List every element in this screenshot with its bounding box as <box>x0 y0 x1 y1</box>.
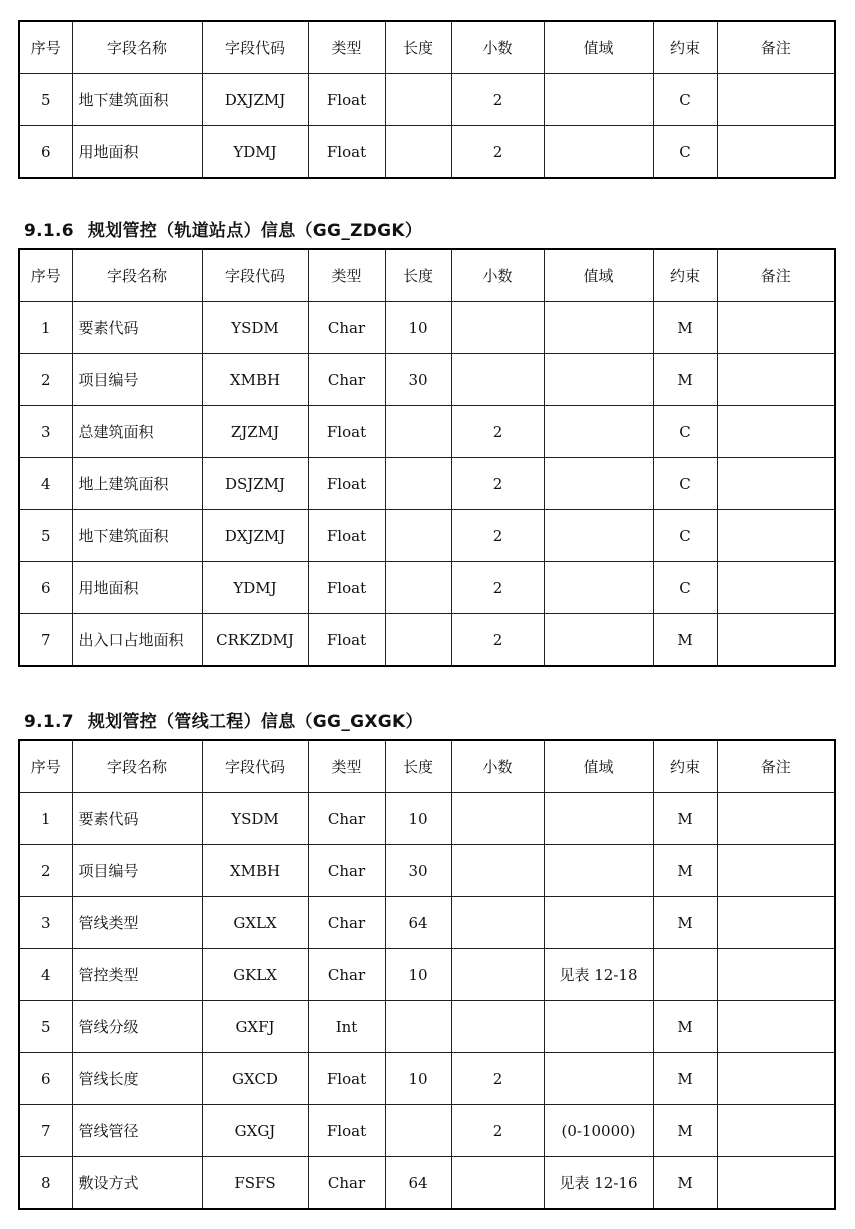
cell-field-name: 地下建筑面积 <box>72 74 202 126</box>
column-header-remark: 备注 <box>717 21 835 74</box>
column-header-field-name: 字段名称 <box>72 21 202 74</box>
column-header-constraint: 约束 <box>653 21 717 74</box>
cell-constraint <box>653 949 717 1001</box>
column-header-length: 长度 <box>385 21 451 74</box>
cell-field-code: YSDM <box>202 302 308 354</box>
cell-decimal: 2 <box>451 614 544 667</box>
cell-domain <box>544 406 653 458</box>
column-header-length: 长度 <box>385 740 451 793</box>
cell-field-name: 管控类型 <box>72 949 202 1001</box>
column-header-field-code: 字段代码 <box>202 21 308 74</box>
section-title: 规划管控（管线工程）信息（GG_GXGK） <box>87 712 423 732</box>
cell-decimal: 2 <box>451 406 544 458</box>
cell-domain: (0-10000) <box>544 1105 653 1157</box>
column-header-field-code: 字段代码 <box>202 740 308 793</box>
cell-constraint: M <box>653 1105 717 1157</box>
cell-field-name: 项目编号 <box>72 845 202 897</box>
cell-length <box>385 1001 451 1053</box>
cell-seq: 4 <box>19 458 72 510</box>
cell-length: 64 <box>385 897 451 949</box>
cell-field-name: 项目编号 <box>72 354 202 406</box>
cell-field-code: XMBH <box>202 845 308 897</box>
section-number: 9.1.6 <box>24 221 74 241</box>
cell-constraint: M <box>653 845 717 897</box>
table-row <box>19 793 835 845</box>
cell-remark <box>717 1105 835 1157</box>
table-row <box>19 949 835 1001</box>
column-header-type: 类型 <box>308 249 385 302</box>
cell-domain <box>544 458 653 510</box>
header-row <box>19 21 835 74</box>
table-row <box>19 406 835 458</box>
cell-field-name: 敷设方式 <box>72 1157 202 1210</box>
cell-seq: 6 <box>19 562 72 614</box>
cell-type: Float <box>308 74 385 126</box>
column-header-decimal: 小数 <box>451 21 544 74</box>
cell-decimal <box>451 302 544 354</box>
table-row <box>19 1105 835 1157</box>
cell-decimal <box>451 897 544 949</box>
table-row <box>19 614 835 667</box>
cell-field-code: GXCD <box>202 1053 308 1105</box>
cell-remark <box>717 897 835 949</box>
cell-field-name: 用地面积 <box>72 126 202 179</box>
cell-remark <box>717 406 835 458</box>
cell-domain: 见表 12-18 <box>544 949 653 1001</box>
cell-decimal <box>451 1001 544 1053</box>
cell-decimal: 2 <box>451 458 544 510</box>
field-table-gg-gxgk <box>18 739 836 1210</box>
cell-domain <box>544 562 653 614</box>
cell-decimal <box>451 354 544 406</box>
cell-remark <box>717 1001 835 1053</box>
table-row <box>19 562 835 614</box>
cell-seq: 5 <box>19 74 72 126</box>
column-header-field-name: 字段名称 <box>72 740 202 793</box>
cell-field-code: YSDM <box>202 793 308 845</box>
table-row <box>19 1157 835 1210</box>
cell-type: Char <box>308 793 385 845</box>
cell-domain <box>544 510 653 562</box>
column-header-field-name: 字段名称 <box>72 249 202 302</box>
cell-length: 10 <box>385 302 451 354</box>
cell-domain <box>544 793 653 845</box>
cell-domain <box>544 1053 653 1105</box>
table-row <box>19 1053 835 1105</box>
cell-domain <box>544 845 653 897</box>
cell-domain <box>544 302 653 354</box>
cell-remark <box>717 845 835 897</box>
column-header-remark: 备注 <box>717 249 835 302</box>
cell-type: Char <box>308 354 385 406</box>
cell-type: Float <box>308 1053 385 1105</box>
cell-domain: 见表 12-16 <box>544 1157 653 1210</box>
table-row <box>19 126 835 179</box>
cell-field-name: 用地面积 <box>72 562 202 614</box>
cell-constraint: C <box>653 126 717 179</box>
column-header-field-code: 字段代码 <box>202 249 308 302</box>
cell-field-name: 地下建筑面积 <box>72 510 202 562</box>
table-row <box>19 458 835 510</box>
cell-length: 10 <box>385 1053 451 1105</box>
column-header-seq: 序号 <box>19 21 72 74</box>
cell-length: 10 <box>385 949 451 1001</box>
cell-field-code: XMBH <box>202 354 308 406</box>
cell-constraint: C <box>653 458 717 510</box>
cell-decimal: 2 <box>451 1105 544 1157</box>
cell-decimal <box>451 845 544 897</box>
cell-field-name: 地上建筑面积 <box>72 458 202 510</box>
column-header-remark: 备注 <box>717 740 835 793</box>
cell-field-code: GXLX <box>202 897 308 949</box>
cell-field-name: 管线管径 <box>72 1105 202 1157</box>
cell-remark <box>717 510 835 562</box>
cell-field-code: DSJZMJ <box>202 458 308 510</box>
cell-decimal <box>451 949 544 1001</box>
cell-field-code: YDMJ <box>202 126 308 179</box>
cell-type: Float <box>308 1105 385 1157</box>
cell-decimal <box>451 1157 544 1210</box>
header-row <box>19 249 835 302</box>
cell-domain <box>544 897 653 949</box>
column-header-seq: 序号 <box>19 740 72 793</box>
cell-remark <box>717 126 835 179</box>
cell-decimal: 2 <box>451 74 544 126</box>
cell-type: Char <box>308 897 385 949</box>
cell-field-code: GXGJ <box>202 1105 308 1157</box>
table-row <box>19 74 835 126</box>
cell-domain <box>544 354 653 406</box>
cell-constraint: M <box>653 354 717 406</box>
cell-constraint: C <box>653 562 717 614</box>
column-header-constraint: 约束 <box>653 740 717 793</box>
cell-constraint: C <box>653 74 717 126</box>
cell-field-name: 管线分级 <box>72 1001 202 1053</box>
cell-domain <box>544 614 653 667</box>
cell-type: Float <box>308 406 385 458</box>
cell-constraint: M <box>653 1001 717 1053</box>
cell-decimal: 2 <box>451 1053 544 1105</box>
column-header-domain: 值域 <box>544 740 653 793</box>
cell-constraint: M <box>653 793 717 845</box>
cell-field-name: 管线类型 <box>72 897 202 949</box>
cell-remark <box>717 949 835 1001</box>
cell-length <box>385 406 451 458</box>
cell-type: Float <box>308 510 385 562</box>
cell-length <box>385 1105 451 1157</box>
section-number: 9.1.7 <box>24 712 74 732</box>
cell-type: Float <box>308 458 385 510</box>
cell-field-code: CRKZDMJ <box>202 614 308 667</box>
column-header-type: 类型 <box>308 21 385 74</box>
cell-type: Char <box>308 949 385 1001</box>
section-heading-9-1-7 <box>24 707 423 732</box>
cell-seq: 7 <box>19 614 72 667</box>
cell-length <box>385 458 451 510</box>
column-header-type: 类型 <box>308 740 385 793</box>
column-header-domain: 值域 <box>544 249 653 302</box>
cell-remark <box>717 614 835 667</box>
cell-field-name: 要素代码 <box>72 302 202 354</box>
table-row <box>19 897 835 949</box>
cell-type: Char <box>308 302 385 354</box>
column-header-constraint: 约束 <box>653 249 717 302</box>
cell-seq: 3 <box>19 897 72 949</box>
cell-type: Char <box>308 1157 385 1210</box>
cell-remark <box>717 562 835 614</box>
cell-length: 30 <box>385 354 451 406</box>
cell-seq: 6 <box>19 1053 72 1105</box>
section-heading-9-1-6 <box>24 216 422 241</box>
column-header-decimal: 小数 <box>451 249 544 302</box>
cell-remark <box>717 302 835 354</box>
cell-remark <box>717 793 835 845</box>
cell-length <box>385 126 451 179</box>
cell-constraint: M <box>653 1157 717 1210</box>
cell-domain <box>544 74 653 126</box>
cell-length <box>385 74 451 126</box>
cell-seq: 2 <box>19 845 72 897</box>
cell-constraint: M <box>653 302 717 354</box>
cell-type: Float <box>308 614 385 667</box>
cell-remark <box>717 458 835 510</box>
cell-field-name: 管线长度 <box>72 1053 202 1105</box>
cell-seq: 8 <box>19 1157 72 1210</box>
field-table-top <box>18 20 836 179</box>
cell-field-name: 总建筑面积 <box>72 406 202 458</box>
table-row <box>19 354 835 406</box>
table-row <box>19 302 835 354</box>
cell-decimal: 2 <box>451 126 544 179</box>
cell-remark <box>717 1157 835 1210</box>
table-row <box>19 510 835 562</box>
cell-constraint: M <box>653 614 717 667</box>
cell-field-name: 出入口占地面积 <box>72 614 202 667</box>
cell-length: 30 <box>385 845 451 897</box>
header-row <box>19 740 835 793</box>
cell-seq: 5 <box>19 1001 72 1053</box>
cell-remark <box>717 74 835 126</box>
cell-decimal: 2 <box>451 562 544 614</box>
cell-field-code: DXJZMJ <box>202 510 308 562</box>
cell-field-name: 要素代码 <box>72 793 202 845</box>
cell-length <box>385 510 451 562</box>
cell-type: Char <box>308 845 385 897</box>
cell-length: 10 <box>385 793 451 845</box>
cell-type: Float <box>308 562 385 614</box>
cell-field-code: DXJZMJ <box>202 74 308 126</box>
field-table-gg-zdgk <box>18 248 836 667</box>
cell-constraint: M <box>653 897 717 949</box>
cell-seq: 5 <box>19 510 72 562</box>
cell-constraint: M <box>653 1053 717 1105</box>
cell-length <box>385 614 451 667</box>
cell-seq: 2 <box>19 354 72 406</box>
cell-domain <box>544 1001 653 1053</box>
cell-field-code: GKLX <box>202 949 308 1001</box>
cell-seq: 1 <box>19 302 72 354</box>
cell-seq: 3 <box>19 406 72 458</box>
cell-constraint: C <box>653 406 717 458</box>
cell-decimal: 2 <box>451 510 544 562</box>
cell-type: Float <box>308 126 385 179</box>
section-title: 规划管控（轨道站点）信息（GG_ZDGK） <box>87 221 423 241</box>
cell-type: Int <box>308 1001 385 1053</box>
cell-field-code: GXFJ <box>202 1001 308 1053</box>
column-header-seq: 序号 <box>19 249 72 302</box>
cell-seq: 6 <box>19 126 72 179</box>
cell-field-code: FSFS <box>202 1157 308 1210</box>
column-header-length: 长度 <box>385 249 451 302</box>
cell-seq: 7 <box>19 1105 72 1157</box>
cell-remark <box>717 354 835 406</box>
cell-field-code: YDMJ <box>202 562 308 614</box>
cell-decimal <box>451 793 544 845</box>
table-row <box>19 1001 835 1053</box>
cell-remark <box>717 1053 835 1105</box>
cell-domain <box>544 126 653 179</box>
cell-length: 64 <box>385 1157 451 1210</box>
cell-seq: 1 <box>19 793 72 845</box>
column-header-decimal: 小数 <box>451 740 544 793</box>
cell-seq: 4 <box>19 949 72 1001</box>
column-header-domain: 值域 <box>544 21 653 74</box>
cell-constraint: C <box>653 510 717 562</box>
cell-length <box>385 562 451 614</box>
cell-field-code: ZJZMJ <box>202 406 308 458</box>
table-row <box>19 845 835 897</box>
